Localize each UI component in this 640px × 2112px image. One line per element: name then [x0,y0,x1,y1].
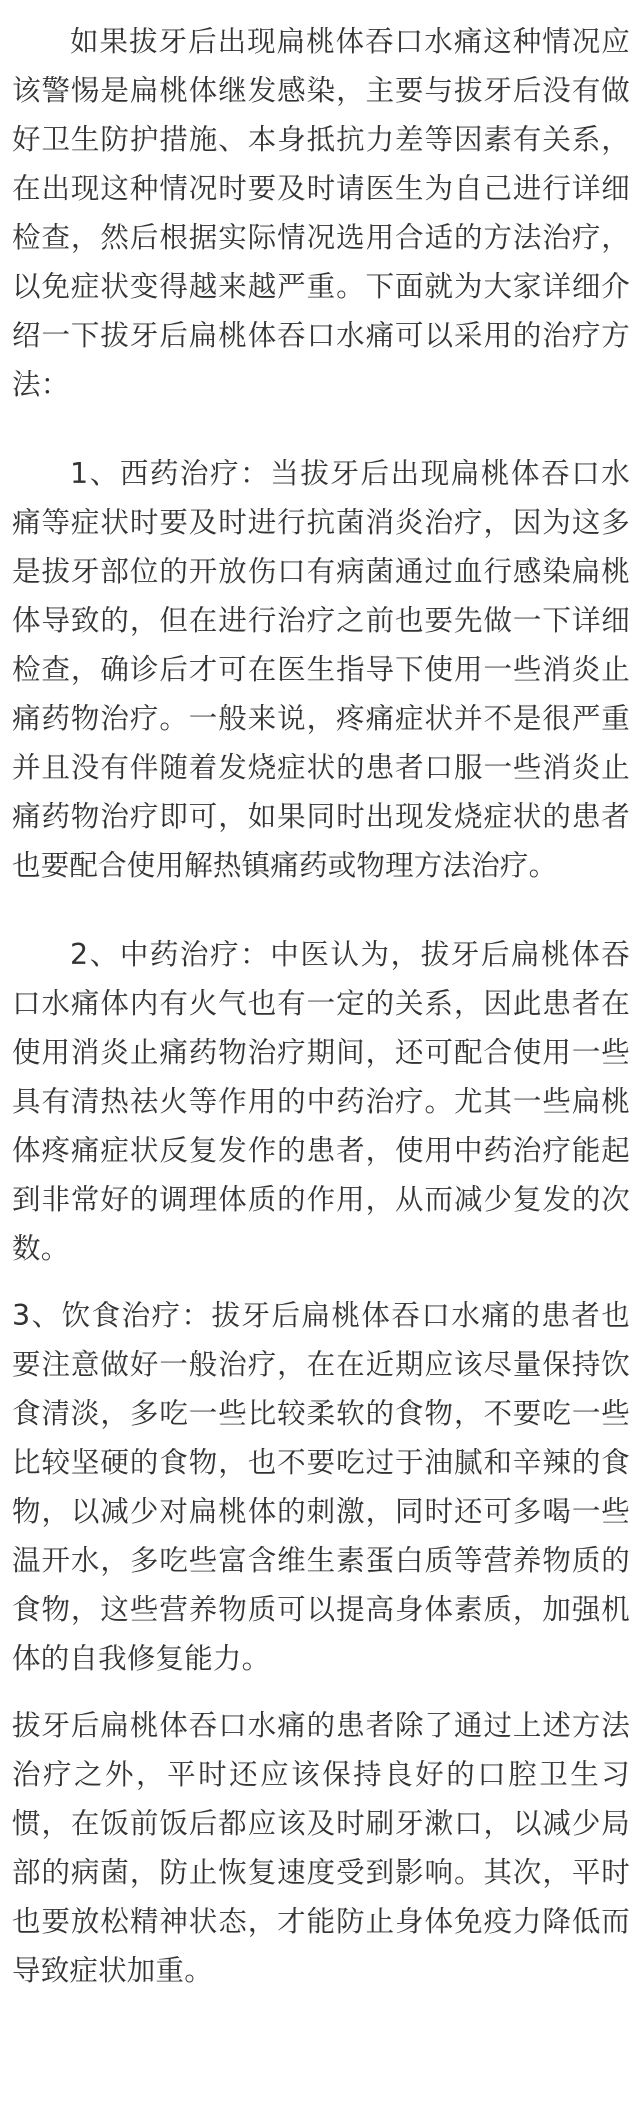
chinese-medicine-paragraph: 2、中药治疗：中医认为，拔牙后扁桃体吞口水痛体内有火气也有一定的关系，因此患者在使用消炎止痛药物治疗期间，还可配合使用一些具有清热祛火等作用的中药治疗。尤其一些扁桃体疼痛症状反复发作的患者，使用中药治疗能起到非常好的调理体质的作用，从而减少复发的次数。 [12,938,630,1265]
conclusion-paragraph: 拔牙后扁桃体吞口水痛的患者除了通过上述方法治疗之外，平时还应该保持良好的口腔卫生习惯，在饭前饭后都应该及时刷牙漱口，以减少局部的病菌，防止恢复速度受到影响。其次，平时也要放松精神状态，才能防止身体免疫力降低而导致症状加重。 [12,1709,630,1987]
western-medicine-paragraph: 1、西药治疗：当拔牙后出现扁桃体吞口水痛等症状时要及时进行抗菌消炎治疗，因为这多是拔牙部位的开放伤口有病菌通过血行感染扁桃体导致的，但在进行治疗之前也要先做一下详细检查，确诊后才可在医生指导下使用一些消炎止痛药物治疗。一般来说，疼痛症状并不是很严重并且没有伴随着发烧症状的患者口服一些消炎止痛药物治疗即可，如果同时出现发烧症状的患者也要配合使用解热镇痛药或物理方法治疗。 [12,457,630,882]
diet-therapy-paragraph: 3、饮食治疗：拔牙后扁桃体吞口水痛的患者也要注意做好一般治疗，在在近期应该尽量保持饮食清淡，多吃一些比较柔软的食物，不要吃一些比较坚硬的食物，也不要吃过于油腻和辛辣的食物，以减少对扁桃体的刺激，同时还可多喝一些温开水，多吃些富含维生素蛋白质等营养物质的食物，这些营养物质可以提高身体素质，加强机体的自我修复能力。 [12,1299,630,1675]
intro-paragraph: 如果拔牙后出现扁桃体吞口水痛这种情况应该警惕是扁桃体继发感染，主要与拔牙后没有做好卫生防护措施、本身抵抗力差等因素有关系，在出现这种情况时要及时请医生为自己进行详细检查，然后根据实际情况选用合适的方法治疗，以免症状变得越来越严重。下面就为大家详细介绍一下拔牙后扁桃体吞口水痛可以采用的治疗方法： [12,25,630,401]
